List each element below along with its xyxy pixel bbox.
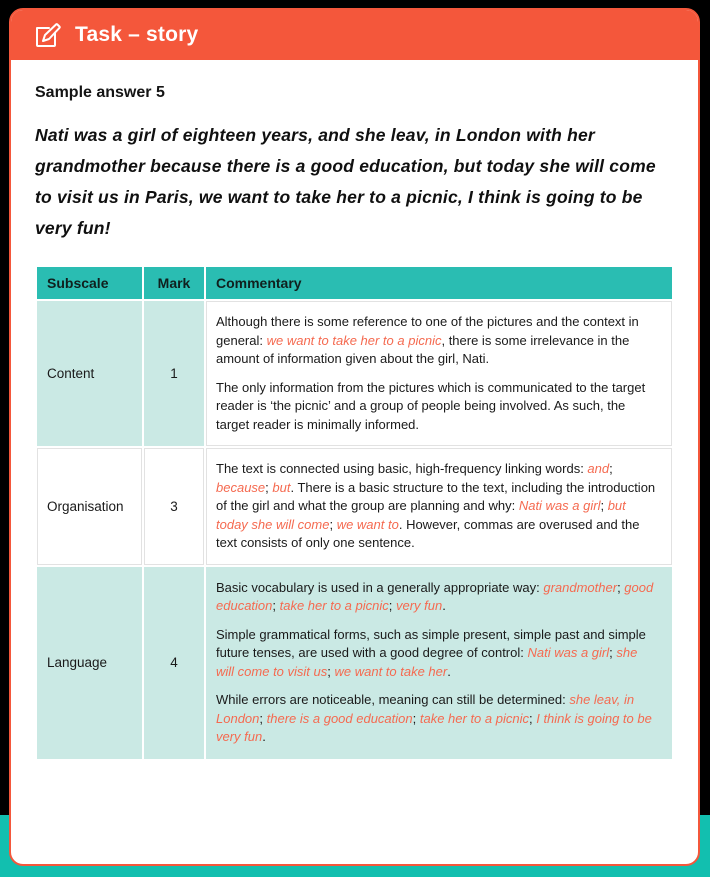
column-header-commentary: Commentary: [206, 267, 672, 299]
subscale-cell: Organisation: [37, 448, 142, 565]
quoted-sample-text: and: [587, 461, 610, 476]
quoted-sample-text: I think is going to be very fun: [216, 710, 652, 744]
column-header-subscale: Subscale: [37, 267, 142, 299]
marking-table-rows: [37, 301, 672, 759]
quoted-sample-text: take her to a picnic: [279, 598, 389, 613]
commentary-paragraph: Simple grammatical forms, such as simple present, simple past and simple future tenses, are used with a good degree of control: Nati was a girl; she will come to visit us; we want to take her.: [216, 626, 646, 679]
quoted-sample-text: grandmother: [543, 579, 618, 595]
subscale-cell: Language: [37, 567, 142, 759]
marking-table-header: [37, 267, 672, 299]
mark-cell: 1: [144, 301, 204, 446]
commentary-cell: [206, 567, 672, 759]
quoted-sample-text: we want to: [336, 516, 399, 532]
sample-answer-text: Nati was a girl of eighteen years, and she leav, in London with her grandmother because there is a good education, but today she will come to visit us in Paris, we want to take her to a picnic, I think is going to be very fun!: [35, 125, 656, 238]
subscale-cell: Content: [37, 301, 142, 446]
quoted-sample-text: there is a good education: [266, 710, 413, 726]
commentary-paragraph: Basic vocabulary is used in a generally appropriate way: grandmother; good education; take her to a picnic; very fun.: [216, 579, 654, 613]
mark-cell: 4: [144, 567, 204, 759]
quoted-sample-text: we want to take her to a picnic: [266, 332, 442, 348]
page-title: Task – story: [75, 23, 199, 46]
quoted-sample-text: but: [272, 479, 291, 495]
card-body: [11, 60, 698, 761]
table-row: [37, 567, 672, 759]
quoted-sample-text: take her to a picnic: [419, 710, 529, 726]
card-header: [11, 10, 698, 60]
marking-table: [35, 265, 674, 761]
quoted-sample-text: because: [216, 479, 266, 495]
quoted-sample-text: Nati was a girl: [518, 498, 601, 513]
commentary-paragraph: The only information from the pictures which is communicated to the target reader is ‘the picnic’ and a group of people being involved. As such, the target reader is minimally informed.: [216, 379, 646, 432]
edit-pencil-icon: [32, 20, 62, 50]
content-card: [9, 8, 700, 866]
commentary-paragraph: While errors are noticeable, meaning can still be determined: she leav, in London; there is a good education; take her to a picnic; I think is going to be very fun.: [216, 692, 652, 744]
quoted-sample-text: very fun: [395, 598, 443, 613]
quoted-sample-text: she leav, in London: [216, 692, 635, 726]
mark-cell: 3: [144, 448, 204, 565]
quoted-sample-text: Nati was a girl: [527, 645, 610, 660]
quoted-sample-text: but today she will come: [216, 498, 626, 532]
commentary-paragraph: The text is connected using basic, high-frequency linking words: and; because; but. There is a basic structure to the text, including the introduction of the girl and what the group are planning and why: Nati was a girl; but today she will come; we want to. However, commas are overused and the text consists of only one sentence.: [216, 461, 656, 550]
commentary-paragraph: Although there is some reference to one of the pictures and the context in general: we want to take her to a picnic, there is some irrelevance in the amount of information given about the girl, Nati.: [216, 314, 639, 366]
quoted-sample-text: she will come to visit us: [216, 645, 638, 679]
quoted-sample-text: good education: [216, 579, 654, 613]
sample-answer-heading: Sample answer 5: [35, 84, 165, 101]
commentary-cell: [206, 448, 672, 565]
column-header-mark: Mark: [144, 267, 204, 299]
table-row: [37, 301, 672, 446]
quoted-sample-text: we want to take her: [334, 663, 448, 679]
commentary-cell: [206, 301, 672, 446]
table-row: [37, 448, 672, 565]
